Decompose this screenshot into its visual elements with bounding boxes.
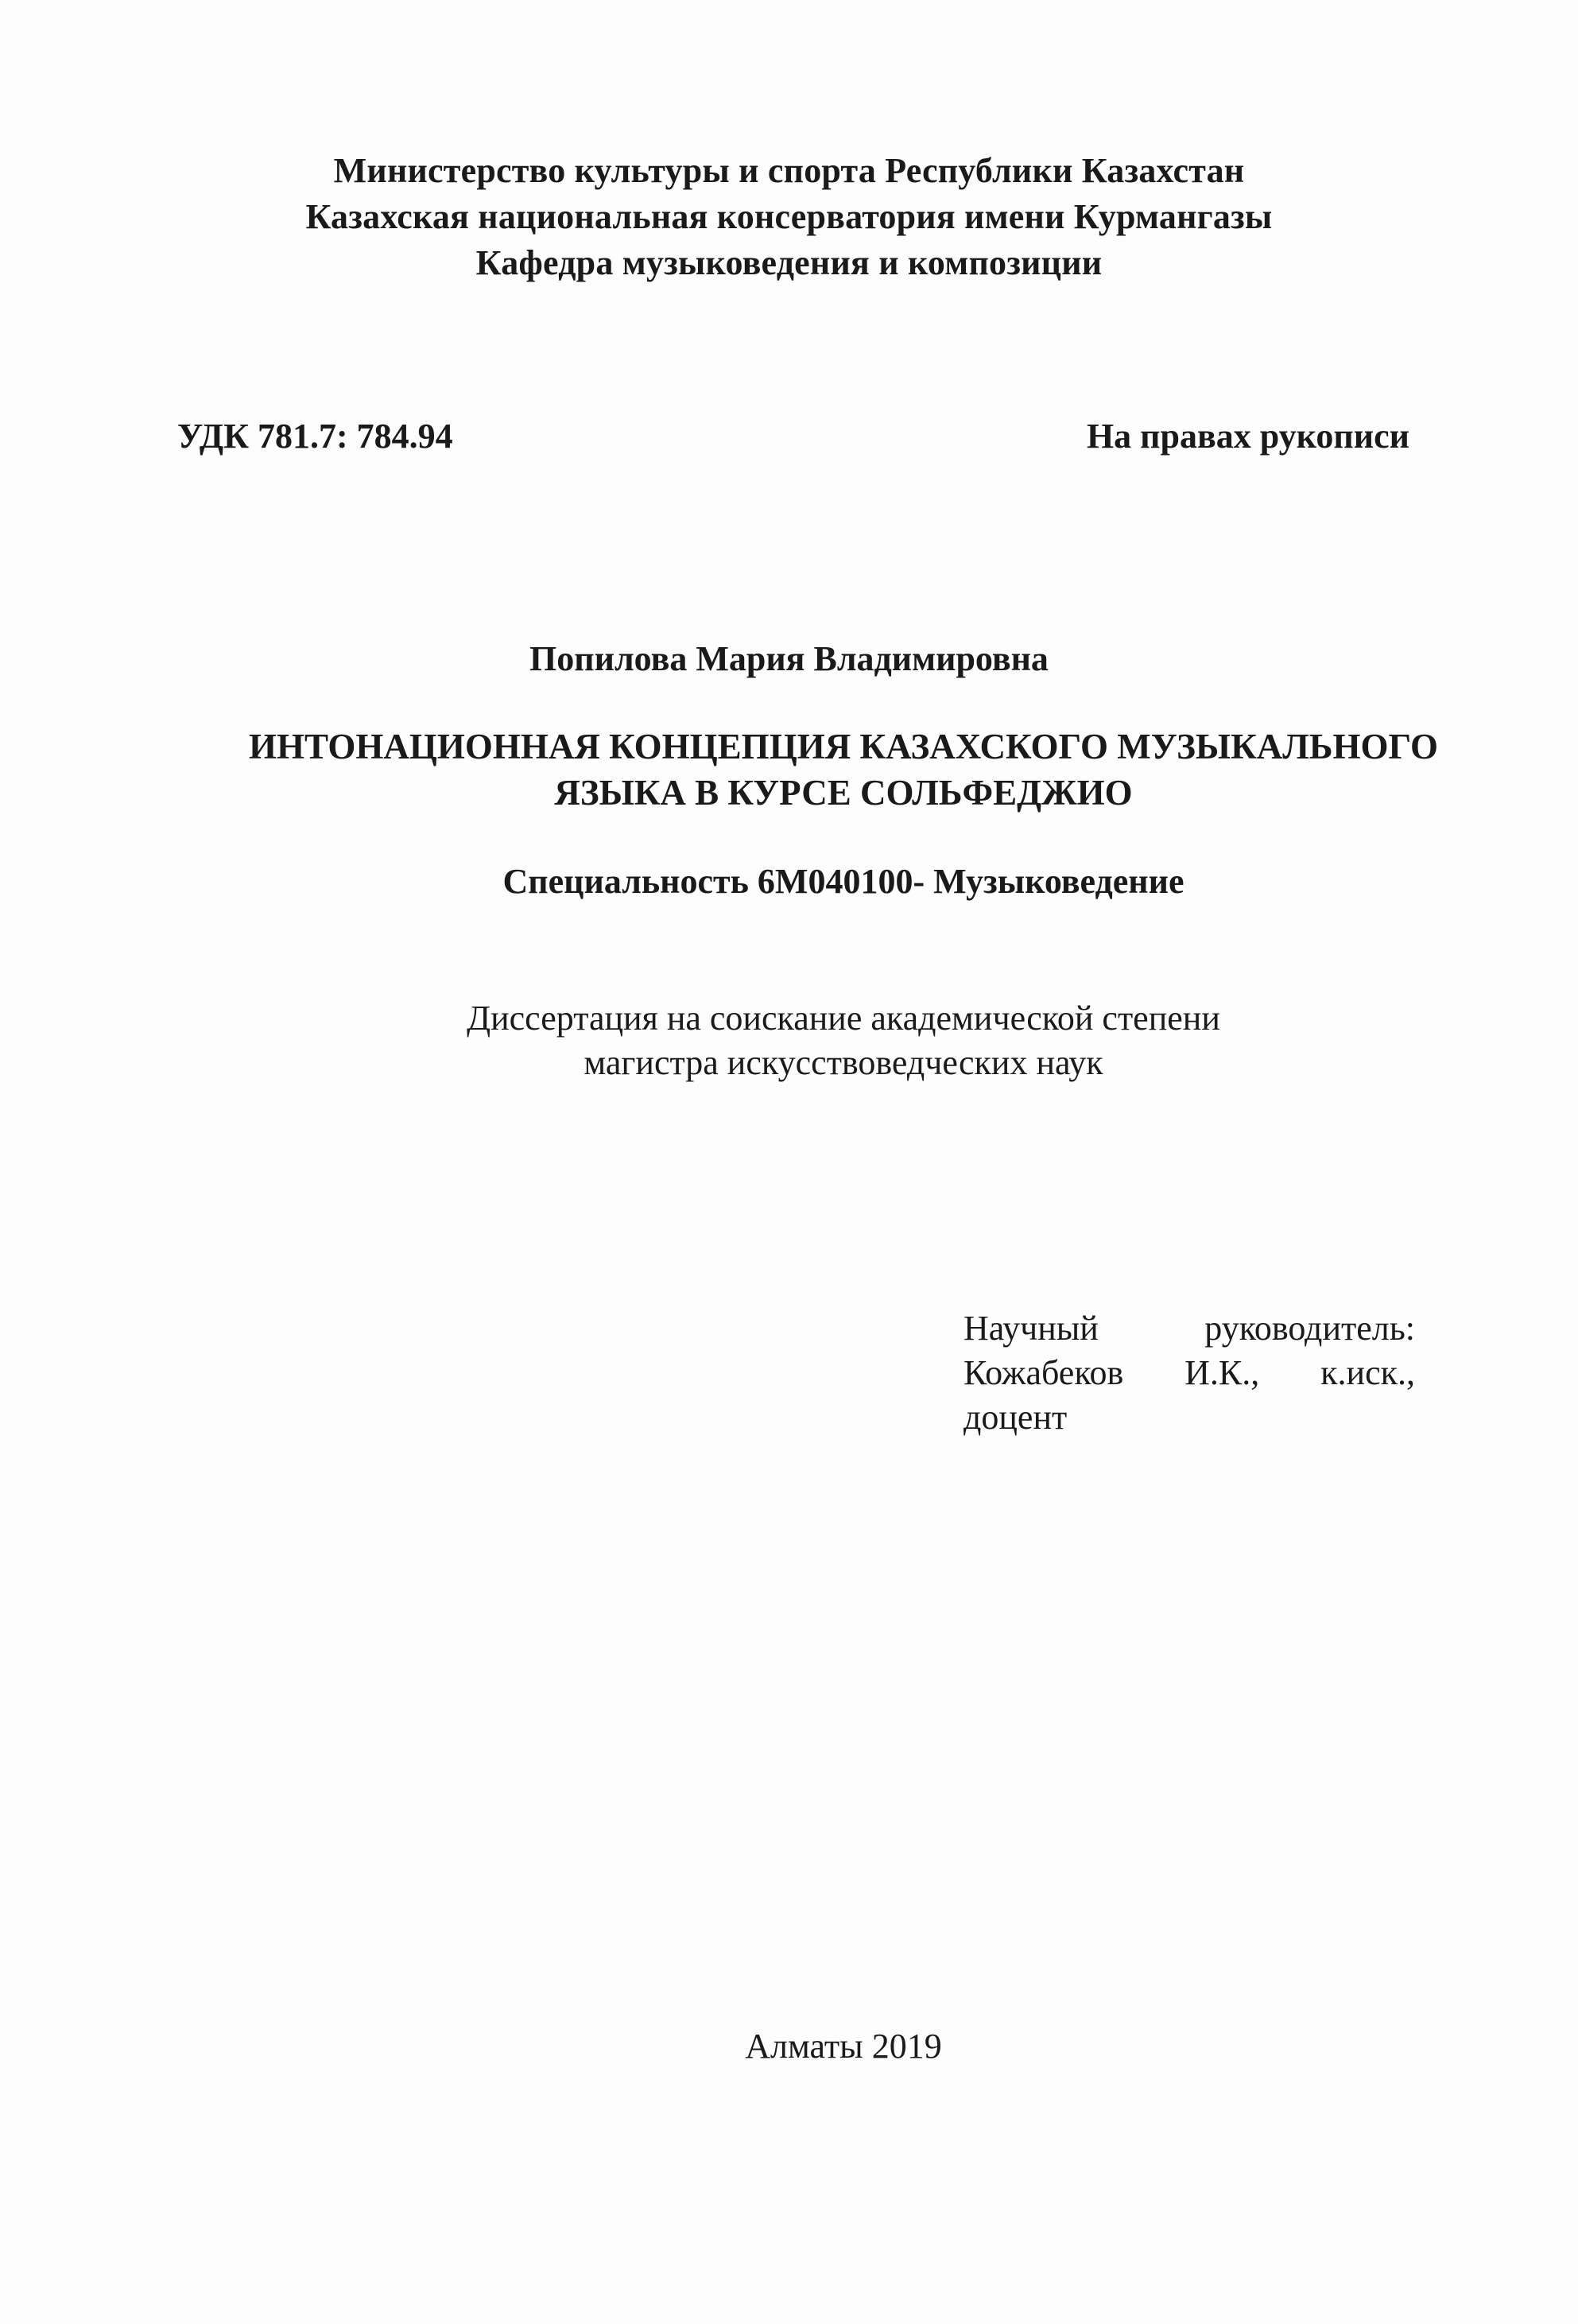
degree-line-2: магистра искусствоведческих наук <box>584 1043 1103 1082</box>
supervisor-block <box>963 1306 1415 1440</box>
title-line-1: ИНТОНАЦИОННАЯ КОНЦЕПЦИЯ КАЗАХСКОГО МУЗЫКАЛЬНОГО <box>248 727 1439 766</box>
conservatory-name: Казахская национальная консерватория имени Курмангазы <box>305 197 1273 236</box>
supervisor-line-2 <box>963 1351 1415 1395</box>
city-year: Алматы 2019 <box>745 2027 942 2066</box>
dissertation-title <box>119 724 1568 816</box>
supervisor-line-1 <box>963 1306 1415 1351</box>
manuscript-rights: На правах рукописи <box>1086 417 1409 456</box>
supervisor-surname: Кожабеков <box>963 1353 1124 1392</box>
author-name: Попилова Мария Владимировна <box>529 639 1049 678</box>
title-line-2: ЯЗЫКА В КУРСЕ СОЛЬФЕДЖИО <box>554 773 1133 813</box>
supervisor-label-b: руководитель: <box>1204 1309 1415 1348</box>
supervisor-degree: к.иск., <box>1320 1353 1415 1392</box>
supervisor-label-a: Научный <box>963 1309 1099 1348</box>
institution-header <box>0 148 1578 286</box>
department-name: Кафедра музыковедения и композиции <box>475 243 1103 282</box>
degree-statement <box>119 996 1568 1085</box>
degree-line-1: Диссертация на соискание академической степени <box>467 999 1220 1038</box>
udk-code: УДК 781.7: 784.94 <box>177 417 453 456</box>
specialty: Специальность 6М040100- Музыковедение <box>502 862 1184 901</box>
supervisor-line-3 <box>963 1395 1415 1440</box>
ministry-name: Министерство культуры и спорта Республики Казахстан <box>333 151 1245 190</box>
supervisor-initials: И.К., <box>1184 1353 1260 1392</box>
supervisor-rank: доцент <box>963 1398 1068 1437</box>
